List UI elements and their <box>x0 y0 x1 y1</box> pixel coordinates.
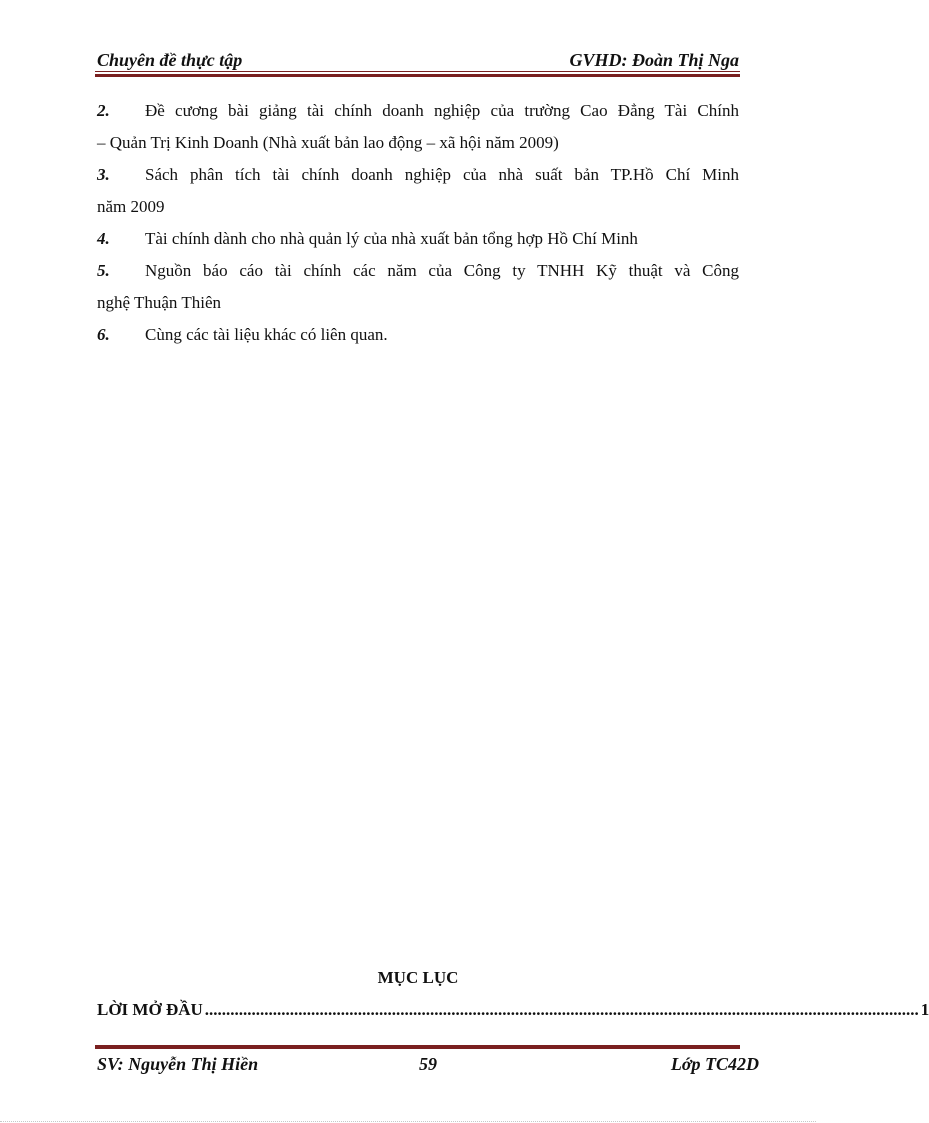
reference-item <box>97 319 739 351</box>
header-divider-thin <box>95 71 740 72</box>
footer-divider-thin <box>95 1048 740 1049</box>
page-number: 59 <box>419 1054 437 1074</box>
reference-line <box>97 223 739 255</box>
reference-text: Tài chính dành cho nhà quản lý của nhà xuất bản tổng hợp Hồ Chí Minh <box>145 229 638 248</box>
reference-number: 4. <box>97 229 110 248</box>
reference-number: 2. <box>97 101 110 120</box>
reference-line <box>97 95 739 127</box>
reference-number: 3. <box>97 165 110 184</box>
toc-leader-dots: ........................................................................................................................................................................ <box>204 1000 919 1019</box>
reference-list <box>97 95 739 351</box>
header-divider-thick <box>95 74 740 77</box>
reference-line <box>97 255 739 287</box>
reference-number: 5. <box>97 261 110 280</box>
page-header <box>97 50 739 72</box>
reference-text: Đề cương bài giảng tài chính doanh nghiệp của trường Cao Đẳng Tài Chính <box>145 101 739 120</box>
reference-line <box>97 159 739 191</box>
toc-entry[interactable] <box>97 1000 929 1020</box>
class-label: Lớp TC42D <box>670 1054 759 1074</box>
supervisor-label: GVHD: Đoàn Thị Nga <box>569 50 739 70</box>
reference-text: nghệ Thuận Thiên <box>97 293 222 312</box>
reference-line <box>97 191 739 223</box>
reference-text: năm 2009 <box>97 197 165 216</box>
reference-item <box>97 95 739 159</box>
reference-line <box>97 127 739 159</box>
page-footer <box>97 1054 759 1076</box>
toc-title: MỤC LỤC <box>377 968 459 987</box>
student-name: SV: Nguyễn Thị Hiền <box>97 1054 259 1074</box>
reference-text: – Quản Trị Kinh Doanh (Nhà xuất bản lao động – xã hội năm 2009) <box>97 133 559 152</box>
report-type-label: Chuyên đề thực tập <box>97 50 243 70</box>
reference-number: 6. <box>97 325 110 344</box>
toc-entry-page: 1 <box>920 1000 929 1019</box>
reference-text: Sách phân tích tài chính doanh nghiệp của nhà suất bản TP.Hồ Chí Minh <box>145 165 739 184</box>
reference-text: Nguồn báo cáo tài chính các năm của Công ty TNHH Kỹ thuật và Công <box>145 261 739 280</box>
reference-item <box>97 159 739 223</box>
reference-line <box>97 287 739 319</box>
reference-item <box>97 255 739 319</box>
reference-text: Cùng các tài liệu khác có liên quan. <box>145 325 388 344</box>
reference-line <box>97 319 739 351</box>
reference-item <box>97 223 739 255</box>
toc-entry-label: LỜI MỞ ĐẦU <box>97 1000 203 1019</box>
